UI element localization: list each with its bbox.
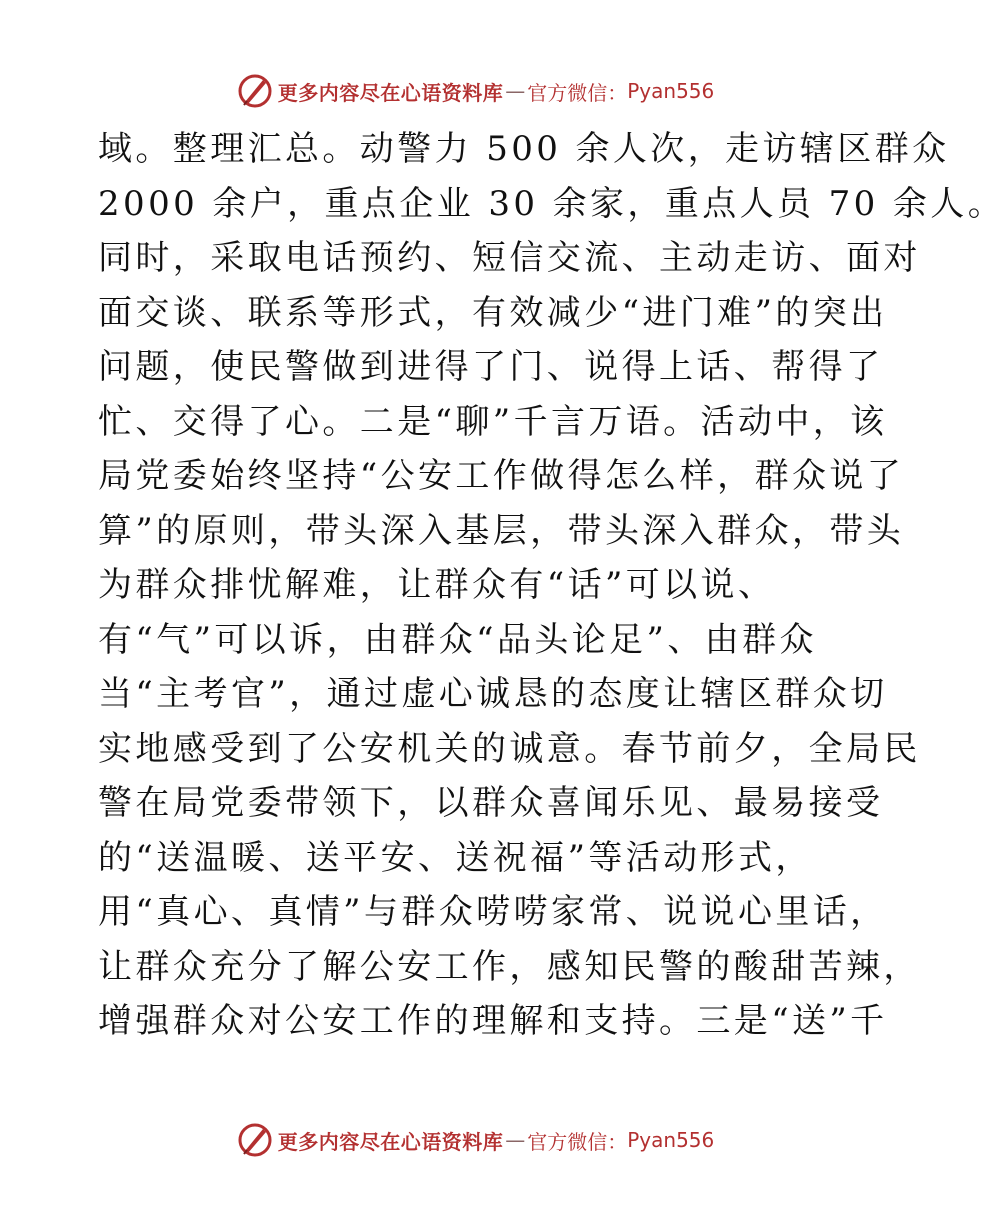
text-line: 警在局党委带领下，以群众喜闻乐见、最易接受 xyxy=(98,783,884,823)
watermark-brand: 更多内容尽在心语资料库 xyxy=(277,80,504,105)
text-line: 用“真心、真情”与群众唠唠家常、说说心里话， xyxy=(98,892,888,932)
text-line: 的“送温暖、送平安、送祝福”等活动形式， xyxy=(98,837,813,878)
watermark-wechat-label: 官方微信： xyxy=(527,1129,628,1154)
watermark-wechat-label: 官方微信： xyxy=(527,80,628,105)
text-line: 问题，使民警做到进得了门、说得上话、帮得了 xyxy=(98,347,884,387)
watermark-header xyxy=(0,71,950,111)
watermark-wechat-id: Pyan556 xyxy=(627,79,715,103)
text-line: 增强群众对公安工作的理解和支持。三是“送”千 xyxy=(98,1001,888,1041)
text-line: 2000 余户，重点企业 30 余家，重点人员 70 余人。 xyxy=(98,183,1005,224)
text-line: 算”的原则，带头深入基层，带头深入群众，带头 xyxy=(98,510,905,551)
text-line: 为群众排忧解难，让群众有“话”可以说、 xyxy=(98,565,776,605)
quill-logo-icon xyxy=(236,1121,274,1159)
text-line: 同时，采取电话预约、短信交流、主动走访、面对 xyxy=(98,238,921,278)
text-line: 域。整理汇总。动警力 500 余人次，走访辖区群众 xyxy=(98,129,950,169)
quill-logo-icon xyxy=(236,72,274,110)
watermark-separator: — xyxy=(505,1128,526,1152)
watermark-separator: — xyxy=(505,79,526,103)
text-line: 有“气”可以诉，由群众“品头论足”、由群众 xyxy=(98,619,817,660)
text-line: 当“主考官”，通过虚心诚恳的态度让辖区群众切 xyxy=(98,674,888,714)
text-line: 让群众充分了解公安工作，感知民警的酸甜苦辣， xyxy=(98,946,921,987)
watermark-brand: 更多内容尽在心语资料库 xyxy=(277,1129,504,1154)
document-body xyxy=(98,122,1005,1049)
watermark-footer xyxy=(0,1120,950,1160)
text-line: 实地感受到了公安机关的诚意。春节前夕，全局民 xyxy=(98,728,921,769)
text-line: 面交谈、联系等形式，有效减少“进门难”的突出 xyxy=(98,292,888,333)
text-line: 忙、交得了心。二是“聊”千言万语。活动中，该 xyxy=(98,401,888,442)
text-line: 局党委始终坚持“公安工作做得怎么样，群众说了 xyxy=(98,456,905,496)
watermark-wechat-id: Pyan556 xyxy=(627,1128,715,1152)
